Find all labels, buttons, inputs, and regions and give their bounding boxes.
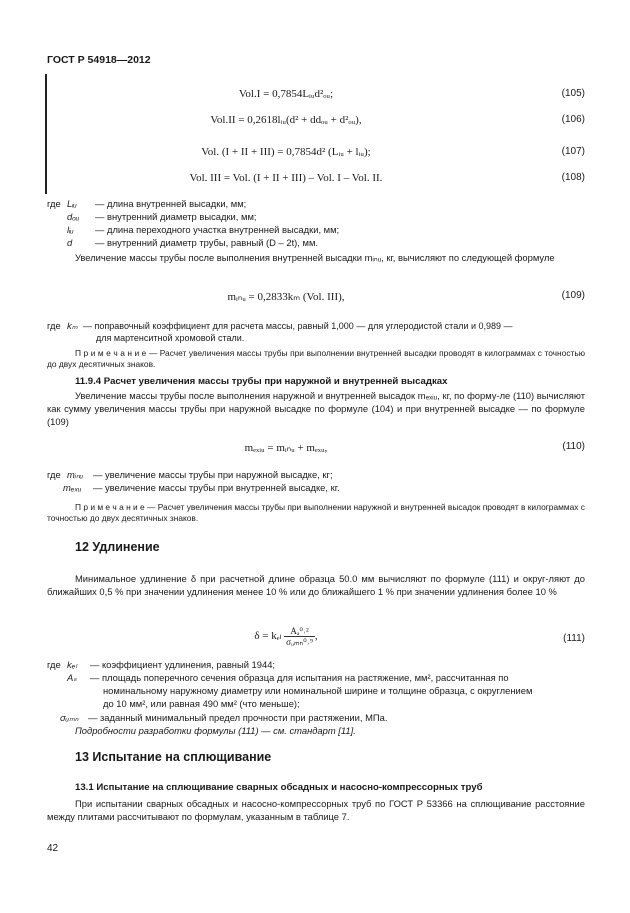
note: П р и м е ч а н и е — Расчет увеличения массы трубы при выполнении внутренней высадки проводят в килограммах с точностью до двух десятичных знаков. <box>47 348 585 369</box>
equation-tail: , <box>314 630 318 643</box>
note: П р и м е ч а н и е — Расчет увеличения массы трубы при выполнении наружной и внутренней высадок проводят в килограммах с точностью до двух десятичных знаков. <box>47 502 585 523</box>
symbol-description: — длина внутренней высадки, мм; <box>95 198 247 209</box>
symbol: Lᵢᵤ <box>67 198 77 209</box>
where-lead: где <box>47 469 61 480</box>
equation-111 <box>47 622 585 656</box>
symbol: σᵤₘₙ <box>60 712 79 723</box>
where-lead: где <box>47 198 61 209</box>
equation-lhs: δ = kₑₗ <box>254 630 282 643</box>
equation-106 <box>47 114 585 130</box>
where-lead: где <box>47 659 61 670</box>
equation-fraction <box>284 626 315 647</box>
equation-110 <box>47 441 585 457</box>
symbol-description: — внутренний диаметр высадки, мм; <box>95 211 257 222</box>
equation-109 <box>47 290 585 306</box>
symbol-description: — длина переходного участка внутренней высадки, мм; <box>95 224 340 235</box>
subsection-heading: 13.1 Испытание на сплющивание сварных обсадных и насосно-компрессорных труб <box>75 782 483 793</box>
symbol-description: — увеличение массы трубы при внутренней высадке, кг. <box>93 482 340 493</box>
symbol: kₘ <box>67 320 78 331</box>
symbol-description-cont: номинальному наружному диаметру или номинальной ширине и толщине образца, с округлением <box>103 685 533 696</box>
symbol: mᵢₙᵤ <box>67 469 84 480</box>
paragraph: Минимальное удлинение δ при расчетной длине образца 50.0 мм вычисляют по формуле (111) и округ-ляют до ближайших 0,5 % при значении удлинения менее 10 % или до ближайшего 1 % при значении удлинения более 10 % <box>47 573 585 597</box>
equation-text: Vol. (I + II + III) = 0,7854d² (Lᵢᵤ + lᵢᵤ); <box>201 146 371 158</box>
section-heading: 12 Удлинение <box>75 540 160 554</box>
symbol-description: — коэффициент удлинения, равный 1944; <box>90 659 276 670</box>
equation-text: Vol.II = 0,2618lᵢᵤ(d² + ddₒᵤ + d²ₒᵤ), <box>210 114 362 126</box>
equation-text <box>47 626 525 647</box>
section-heading: 11.9.4 Расчет увеличения массы трубы при наружной и внутренней высадках <box>75 376 448 387</box>
symbol-description: — площадь поперечного сечения образца для испытания на растяжение, мм², рассчитанная по <box>90 672 509 683</box>
symbol-description: — увеличение массы трубы при наружной высадке, кг; <box>93 469 333 480</box>
equation-number: (108) <box>561 172 585 183</box>
paragraph: Увеличение массы трубы после выполнения наружной и внутренней высадок mₑₓᵢᵤ, кг, по форму-ле (110) вычисляют как сумму увеличения массы трубы при наружной высадке по формуле (104) и при внутренней высадке — по формуле (109) <box>47 390 585 427</box>
paragraph: При испытании сварных обсадных и насосно-компрессорных труб по ГОСТ Р 53366 на сплющивание расстояние между плитами рассчитывают по формулам, указанным в таблице 7. <box>47 798 585 822</box>
equation-text: mₑₓᵢᵤ = mᵢₙᵤ + mₑₓᵤ, <box>244 442 328 454</box>
where-lead: где <box>47 320 61 331</box>
equation-number: (111) <box>563 633 585 644</box>
equation-number: (109) <box>561 290 585 301</box>
symbol: mₑₓᵤ <box>63 482 82 493</box>
symbol-description: — внутренний диаметр трубы, равный (D – 2t), мм. <box>95 237 318 248</box>
document-header: ГОСТ Р 54918—2012 <box>47 54 151 66</box>
paragraph: Увеличение массы трубы после выполнения внутренней высадки mᵢₙᵤ, кг, вычисляют по следующей формуле <box>75 252 555 263</box>
equation-number: (110) <box>562 441 585 452</box>
equation-number: (105) <box>561 88 585 99</box>
symbol: Aₛ <box>67 672 77 683</box>
symbol-description: — заданный минимальный предел прочности при растяжении, МПа. <box>88 712 388 723</box>
symbol-description-cont: до 10 мм², или равная 490 мм² (что меньше); <box>103 698 300 709</box>
equation-number: (106) <box>561 114 585 125</box>
equation-108 <box>47 172 585 188</box>
symbol: d <box>67 237 73 248</box>
equation-text: mᵢₙᵤ = 0,2833kₘ (Vol. III), <box>227 291 345 303</box>
symbol: lᵢᵤ <box>67 224 74 235</box>
symbol: kₑₗ <box>67 659 77 670</box>
equation-107 <box>47 146 585 162</box>
section-heading: 13 Испытание на сплющивание <box>75 750 272 764</box>
equation-105 <box>47 88 585 104</box>
fraction-numerator: Aₐ⁰˒² <box>284 626 315 637</box>
equation-text: Vol. III = Vol. (I + II + III) – Vol. I – Vol. II. <box>189 172 383 184</box>
equation-text: Vol.I = 0,7854Lᵢᵤd²ₒᵤ; <box>238 88 334 100</box>
page-number: 42 <box>47 843 59 854</box>
symbol-description-cont: для мартенситной хромовой стали. <box>96 333 245 343</box>
symbol-description: — поправочный коэффициент для расчета массы, равный 1,000 — для углеродистой стали и 0,989 — <box>83 321 513 331</box>
symbol: dₒᵤ <box>67 211 80 222</box>
equation-number: (107) <box>561 146 585 157</box>
fraction-denominator: σᵤₘₙ⁰˒⁹ <box>286 637 313 647</box>
formula-note: Подробности разработки формулы (111) — см. стандарт [11]. <box>75 725 356 736</box>
